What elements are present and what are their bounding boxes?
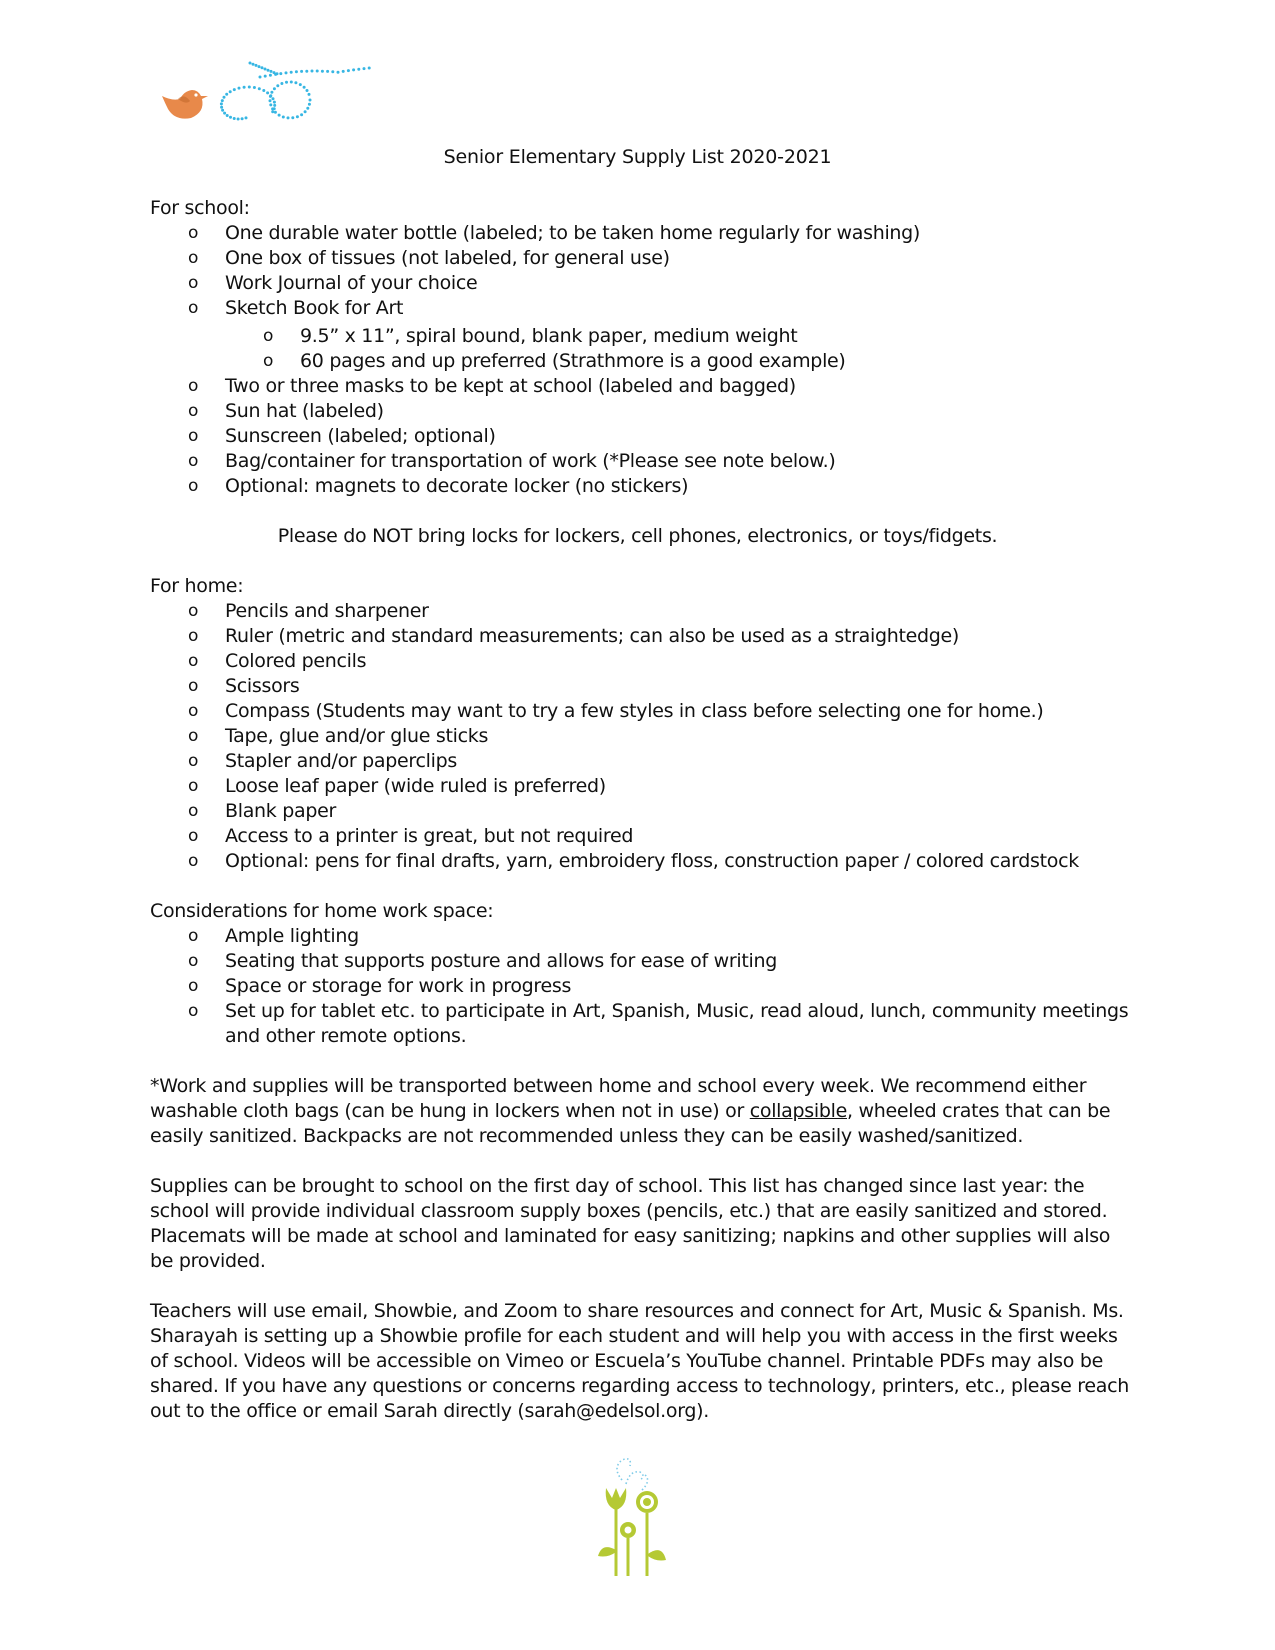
list-item: o Sunscreen (labeled; optional) (188, 425, 496, 447)
workspace-list (150, 924, 1130, 1049)
flowers-logo-icon (592, 1450, 682, 1585)
bullet-icon: o (188, 726, 199, 746)
list-item: o Two or three masks to be kept at school (labeled and bagged) (188, 375, 796, 397)
list-item: o Space or storage for work in progress (188, 975, 572, 997)
spacer (150, 1049, 1130, 1074)
list-item: o 9.5” x 11”, spiral bound, blank paper, medium weight (263, 325, 798, 347)
bullet-icon: o (188, 676, 199, 696)
do-not-bring-notice: Please do NOT bring locks for lockers, cell phones, electronics, or toys/fidgets. (277, 525, 998, 547)
bullet-icon: o (188, 626, 199, 646)
supplies-paragraph: Supplies can be brought to school on the first day of school. This list has changed since last year: the school will provide individual classroom supply boxes (pencils, etc.) that are easily sanitized and stored. Placemats will be made at school and laminated for easy sanitizing; napkins and other supplies will also be provided. (150, 1175, 1111, 1272)
list-item: o Loose leaf paper (wide ruled is preferred) (188, 775, 606, 797)
list-item: o Seating that supports posture and allows for ease of writing (188, 950, 778, 972)
bullet-icon: o (188, 401, 199, 421)
bullet-icon: o (188, 926, 199, 946)
document-body (150, 196, 1130, 1449)
bullet-icon: o (263, 326, 274, 346)
bullet-icon: o (188, 248, 199, 268)
list-item: o One durable water bottle (labeled; to be taken home regularly for washing) (188, 222, 921, 244)
bullet-icon: o (188, 601, 199, 621)
list-item: o Sketch Book for Art (188, 297, 404, 319)
for-home-list (150, 599, 1130, 874)
transport-note-paragraph: *Work and supplies will be transported between home and school every week. We recommend either washable cloth bags (can be hung in lockers when not in use) or collapsible, wheeled crates that can be easily sanitized. Backpacks are not recommended unless they can be easily washed/sanitized. (150, 1075, 1111, 1147)
bullet-icon: o (188, 751, 199, 771)
teachers-paragraph: Teachers will use email, Showbie, and Zoom to share resources and connect for Art, Music & Spanish. Ms. Sharayah is setting up a Showbie profile for each student and will help you with access in the first weeks of school. Videos will be accessible on Vimeo or Escuela’s YouTube channel. Printable PDFs may also be shared. If you have any questions or concerns regarding access to technology, printers, etc., please reach out to the office or email Sarah directly (sarah@edelsol.org). (150, 1300, 1129, 1422)
bullet-icon: o (188, 1001, 199, 1021)
list-item: o Scissors (188, 675, 300, 697)
list-item: o Pencils and sharpener (188, 600, 429, 622)
list-item: o 60 pages and up preferred (Strathmore is a good example) (263, 350, 846, 372)
bullet-icon: o (188, 273, 199, 293)
list-item: o Blank paper (188, 800, 337, 822)
bullet-icon: o (188, 851, 199, 871)
bullet-icon: o (188, 801, 199, 821)
bullet-icon: o (263, 351, 274, 371)
bullet-icon: o (188, 826, 199, 846)
list-item: o One box of tissues (not labeled, for general use) (188, 247, 670, 269)
bullet-icon: o (188, 376, 199, 396)
bullet-icon: o (188, 451, 199, 471)
list-item: o Set up for tablet etc. to participate in Art, Spanish, Music, read aloud, lunch, community meetings and other remote options. (188, 1000, 1129, 1047)
bullet-icon: o (188, 223, 199, 243)
page-title: Senior Elementary Supply List 2020-2021 (443, 146, 832, 168)
list-item: o Work Journal of your choice (188, 272, 478, 294)
for-school-heading: For school: (150, 197, 250, 219)
list-item: o Optional: magnets to decorate locker (no stickers) (188, 475, 689, 497)
bullet-icon: o (188, 951, 199, 971)
bullet-icon: o (188, 976, 199, 996)
bullet-icon: o (188, 776, 199, 796)
for-school-list (150, 221, 1130, 321)
bullet-icon: o (188, 701, 199, 721)
list-item: o Tape, glue and/or glue sticks (188, 725, 489, 747)
list-item: o Stapler and/or paperclips (188, 750, 457, 772)
list-item: o Compass (Students may want to try a few styles in class before selecting one for home.) (188, 700, 1044, 722)
list-item: o Sun hat (labeled) (188, 400, 384, 422)
sketch-book-sublist (150, 324, 1130, 374)
bullet-icon: o (188, 476, 199, 496)
bullet-icon: o (188, 298, 199, 318)
list-item: o Ruler (metric and standard measurements; can also be used as a straightedge) (188, 625, 960, 647)
workspace-heading: Considerations for home work space: (150, 900, 494, 922)
bullet-icon: o (188, 651, 199, 671)
spacer (150, 874, 1130, 899)
bird-dots-logo-icon (150, 55, 380, 145)
for-home-heading: For home: (150, 575, 244, 597)
list-item: o Ample lighting (188, 925, 359, 947)
bullet-icon: o (188, 426, 199, 446)
collapsible-underlined-word: collapsible (749, 1100, 847, 1122)
list-item: o Colored pencils (188, 650, 367, 672)
list-item: o Access to a printer is great, but not required (188, 825, 634, 847)
for-school-list-continued (150, 374, 1130, 499)
list-item: o Bag/container for transportation of work (*Please see note below.) (188, 450, 836, 472)
list-item: o Optional: pens for final drafts, yarn, embroidery floss, construction paper / colored cardstock (188, 850, 1079, 872)
